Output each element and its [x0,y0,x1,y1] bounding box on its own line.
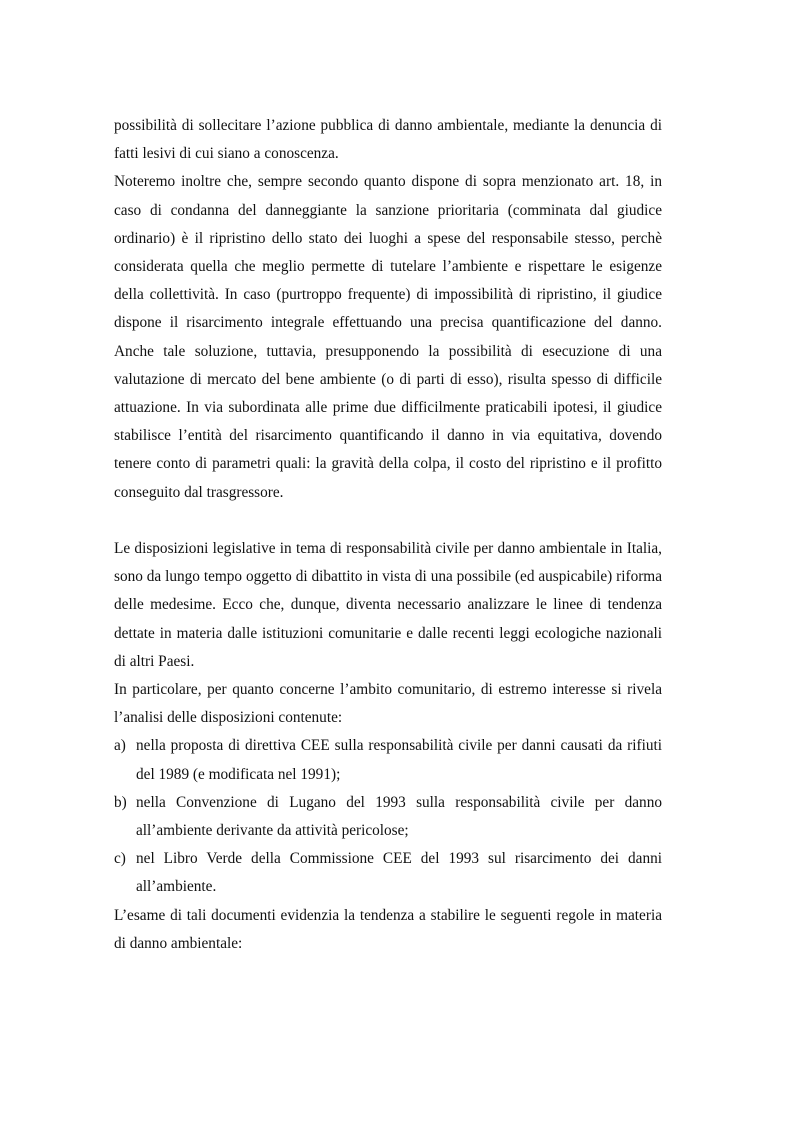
paragraph: Le disposizioni legislative in tema di responsabilità civile per danno ambientale in Italia, sono da lungo tempo oggetto di dibattito in vista di una possibile (ed auspicabile) riforma delle medesime. Ecco che, dunque, diventa necessario analizzare le linee di tendenza dettate in materia dalle istituzioni comunitarie e dalle recenti leggi ecologiche nazionali di altri Paesi. [114,540,662,670]
paragraph: possibilità di sollecitare l’azione pubblica di danno ambientale, mediante la denuncia di fatti lesivi di cui siano a conoscenza. [114,117,662,163]
list-item [114,789,662,845]
paragraph: Noteremo inoltre che, sempre secondo quanto dispone di sopra menzionato art. 18, in caso di condanna del danneggiante la sanzione prioritaria (comminata dal giudice ordinario) è il ripristino dello stato dei luoghi a spese del responsabile stesso, perchè considerata quella che meglio permette di tutelare l’ambiente e rispettare le esigenze della collettività. In caso (purtroppo frequente) di impossibilità di ripristino, il giudice dispone il risarcimento integrale effettuando una precisa quantificazione del danno. Anche tale soluzione, tuttavia, presupponendo la possibilità di esecuzione di una valutazione di mercato del bene ambiente (o di parti di esso), risulta spesso di difficile attuazione. In via subordinata alle prime due difficilmente praticabili ipotesi, il giudice stabilisce l’entità del risarcimento quantificando il danno in via equitativa, dovendo tenere conto di parametri quali: la gravità della colpa, il costo del ripristino e il profitto conseguito dal trasgressore. [114,173,662,501]
list-item-text: nella proposta di direttiva CEE sulla responsabilità civile per danni causati da rifiuti del 1989 (e modificata nel 1991); [136,737,662,783]
list-item [114,732,662,788]
list-marker: c) [114,850,126,868]
paragraph: L’esame di tali documenti evidenzia la tendenza a stabilire le seguenti regole in materia di danno ambientale: [114,906,662,952]
provisions-list [114,732,662,901]
list-marker: b) [114,793,127,811]
list-item-text: nel Libro Verde della Commissione CEE del 1993 sul risarcimento dei danni all’ambiente. [136,850,662,896]
body-text [114,112,662,958]
paragraph-spacer [114,507,662,535]
list-item [114,845,662,901]
list-marker: a) [114,737,126,755]
paragraph: In particolare, per quanto concerne l’ambito comunitario, di estremo interesse si rivela l’analisi delle disposizioni contenute: [114,681,662,727]
list-item-text: nella Convenzione di Lugano del 1993 sulla responsabilità civile per danno all’ambiente derivante da attività pericolose; [136,793,662,840]
